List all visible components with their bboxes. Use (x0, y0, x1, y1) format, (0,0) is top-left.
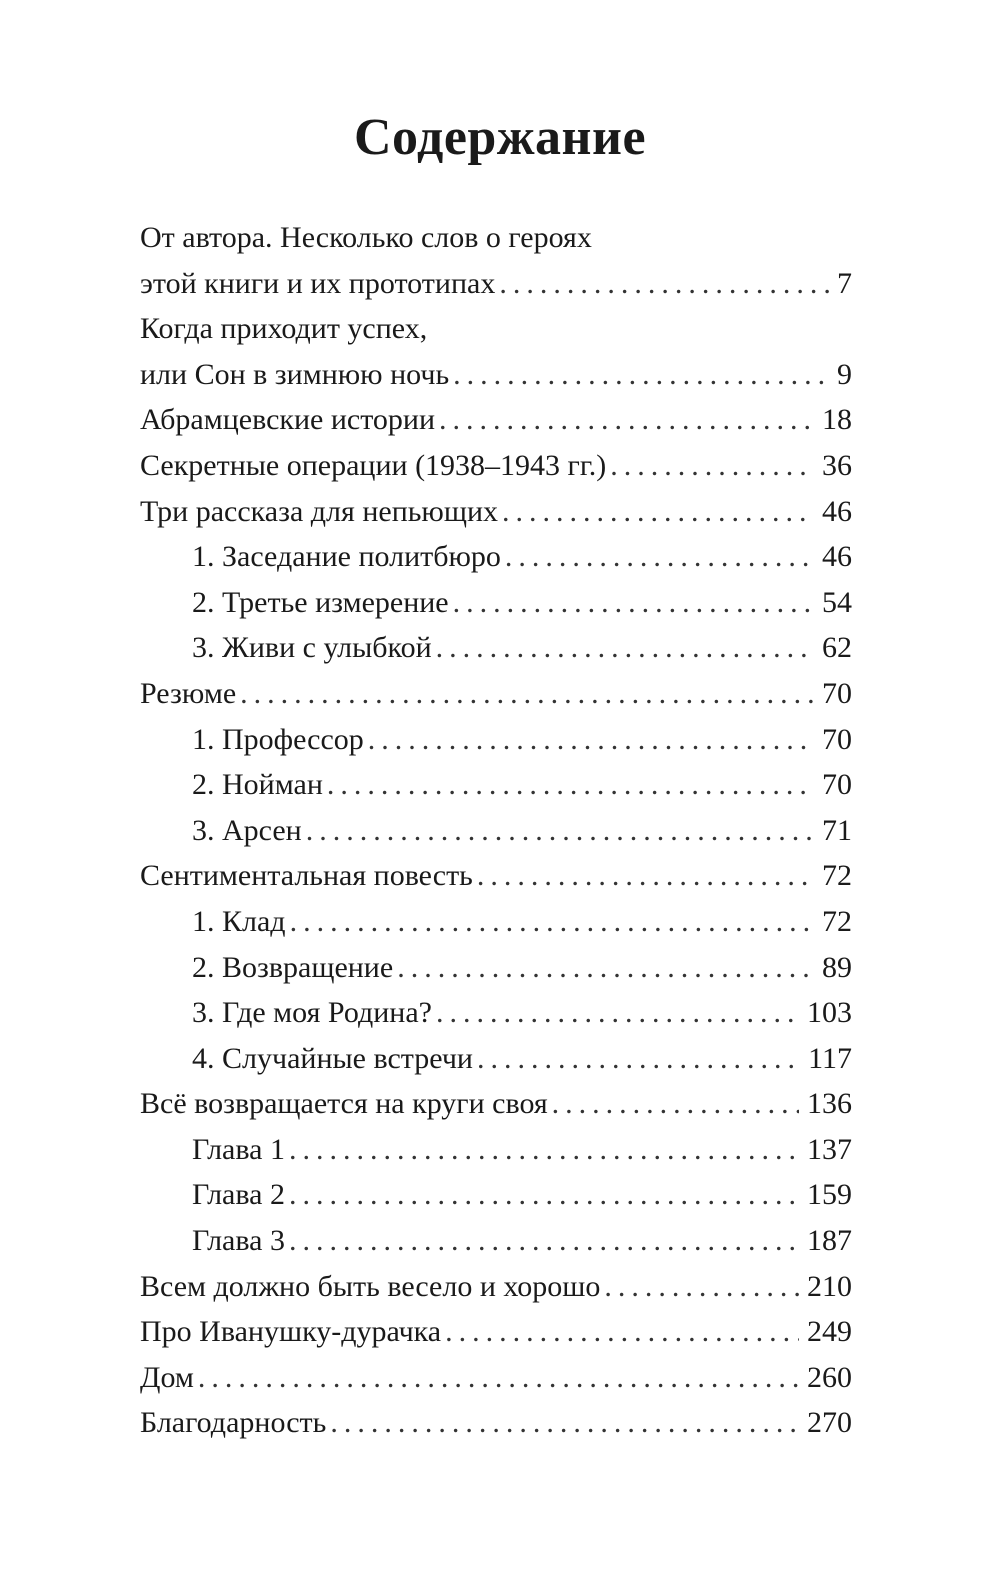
toc-page-number: 249 (807, 1315, 852, 1349)
toc-page-number: 72 (822, 859, 852, 893)
toc-entry[interactable] (140, 671, 852, 717)
toc-subentry[interactable] (140, 534, 852, 580)
leader-dots (397, 945, 814, 991)
leader-dots (306, 808, 814, 854)
toc-entry[interactable] (140, 1264, 852, 1310)
leader-dots (327, 762, 814, 808)
leader-dots (198, 1355, 799, 1401)
toc-entry-title: этой книги и их прототипах (140, 266, 496, 300)
toc-entry[interactable] (140, 489, 852, 535)
toc-entry[interactable] (140, 853, 852, 899)
toc-page-number: 159 (807, 1178, 852, 1212)
toc-page-number: 7 (837, 266, 852, 300)
page-title: Содержание (353, 109, 647, 166)
leader-dots (436, 625, 814, 671)
toc-page-number: 46 (822, 540, 852, 574)
toc-entry-title: или Сон в зимнюю ночь (140, 357, 450, 391)
toc-page-number: 70 (822, 676, 852, 710)
toc-entry-title-line1: Когда приходит успех, (140, 312, 428, 346)
toc-entry-title: Три рассказа для непьющих (140, 494, 498, 528)
leader-dots (552, 1081, 799, 1127)
toc-page-number: 18 (822, 403, 852, 437)
toc-entry-title: 3. Арсен (192, 813, 302, 847)
toc-entry-title: 2. Нойман (192, 768, 323, 802)
toc-entry-title: Резюме (140, 676, 237, 710)
leader-dots (289, 1172, 799, 1218)
toc-subentry[interactable] (140, 1172, 852, 1218)
toc-entry-title: 3. Живи с улыбкой (192, 631, 432, 665)
toc-subentry[interactable] (140, 1036, 852, 1082)
toc-entry-title: 1. Клад (192, 904, 286, 938)
toc-page-number: 270 (807, 1406, 852, 1440)
toc-subentry[interactable] (140, 580, 852, 626)
leader-dots (330, 1400, 799, 1446)
toc-entry-title: 4. Случайные встречи (192, 1041, 473, 1075)
leader-dots (368, 717, 814, 763)
leader-dots (453, 580, 814, 626)
toc-page-number: 70 (822, 722, 852, 756)
toc-entry-title: Сентиментальная повесть (140, 859, 473, 893)
leader-dots (445, 1309, 799, 1355)
table-of-contents (140, 215, 852, 1446)
leader-dots (290, 899, 814, 945)
toc-entry-title: 3. Где моя Родина? (192, 996, 432, 1030)
toc-page-number: 187 (807, 1224, 852, 1258)
leader-dots (436, 990, 799, 1036)
leader-dots (453, 352, 829, 398)
toc-page-number: 62 (822, 631, 852, 665)
leader-dots (505, 534, 814, 580)
toc-page-number: 260 (807, 1360, 852, 1394)
toc-entry[interactable] (140, 1355, 852, 1401)
toc-entry-title: Благодарность (140, 1406, 327, 1440)
toc-entry[interactable] (140, 1309, 852, 1355)
toc-entry-title: 2. Третье измерение (192, 585, 449, 619)
toc-entry-success[interactable] (140, 306, 852, 397)
toc-subentry[interactable] (140, 945, 852, 991)
toc-page-number: 136 (807, 1087, 852, 1121)
toc-subentry[interactable] (140, 808, 852, 854)
toc-entry-title: Глава 2 (192, 1178, 285, 1212)
toc-entry-title: Глава 3 (192, 1224, 285, 1258)
toc-subentry[interactable] (140, 762, 852, 808)
toc-subentry[interactable] (140, 990, 852, 1036)
toc-page-number: 89 (822, 950, 852, 984)
toc-entry-title: 2. Возвращение (192, 950, 394, 984)
leader-dots (610, 443, 814, 489)
toc-page-number: 54 (822, 585, 852, 619)
toc-subentry[interactable] (140, 1218, 852, 1264)
leader-dots (499, 261, 829, 307)
toc-page-number: 70 (822, 768, 852, 802)
toc-entry-title: Глава 1 (192, 1132, 285, 1166)
leader-dots (289, 1127, 799, 1173)
toc-page-number: 117 (808, 1041, 852, 1075)
toc-page-number: 71 (822, 813, 852, 847)
toc-entry-title-line1: От автора. Несколько слов о героях (140, 221, 592, 254)
leader-dots (502, 489, 814, 535)
leader-dots (477, 853, 814, 899)
toc-subentry[interactable] (140, 1127, 852, 1173)
leader-dots (289, 1218, 799, 1264)
toc-entry-title: Всё возвращается на круги своя (140, 1087, 548, 1121)
toc-entry[interactable] (140, 1081, 852, 1127)
toc-entry-title: Секретные операции (1938–1943 гг.) (140, 448, 607, 482)
toc-entry-from-author[interactable] (140, 215, 852, 306)
toc-page-number: 103 (807, 996, 852, 1030)
toc-page-number: 210 (807, 1269, 852, 1303)
toc-page-number: 72 (822, 904, 852, 938)
leader-dots (604, 1264, 799, 1310)
toc-entry[interactable] (140, 397, 852, 443)
toc-page-number: 137 (807, 1132, 852, 1166)
toc-entry-title: Про Иванушку-дурачка (140, 1315, 442, 1349)
toc-entry-title: Абрамцевские истории (140, 403, 436, 437)
toc-entry[interactable] (140, 443, 852, 489)
toc-subentry[interactable] (140, 717, 852, 763)
leader-dots (240, 671, 814, 717)
leader-dots (439, 397, 814, 443)
toc-subentry[interactable] (140, 625, 852, 671)
toc-entry-title: 1. Профессор (192, 722, 364, 756)
toc-page-number: 9 (837, 357, 852, 391)
toc-entry-title: Дом (140, 1360, 194, 1394)
toc-page-number: 46 (822, 494, 852, 528)
toc-entry-title: 1. Заседание политбюро (192, 540, 501, 574)
leader-dots (477, 1036, 800, 1082)
toc-entry-title: Всем должно быть весело и хорошо (140, 1269, 601, 1303)
toc-page-number: 36 (822, 448, 852, 482)
toc-subentry[interactable] (140, 899, 852, 945)
toc-entry[interactable] (140, 1400, 852, 1446)
